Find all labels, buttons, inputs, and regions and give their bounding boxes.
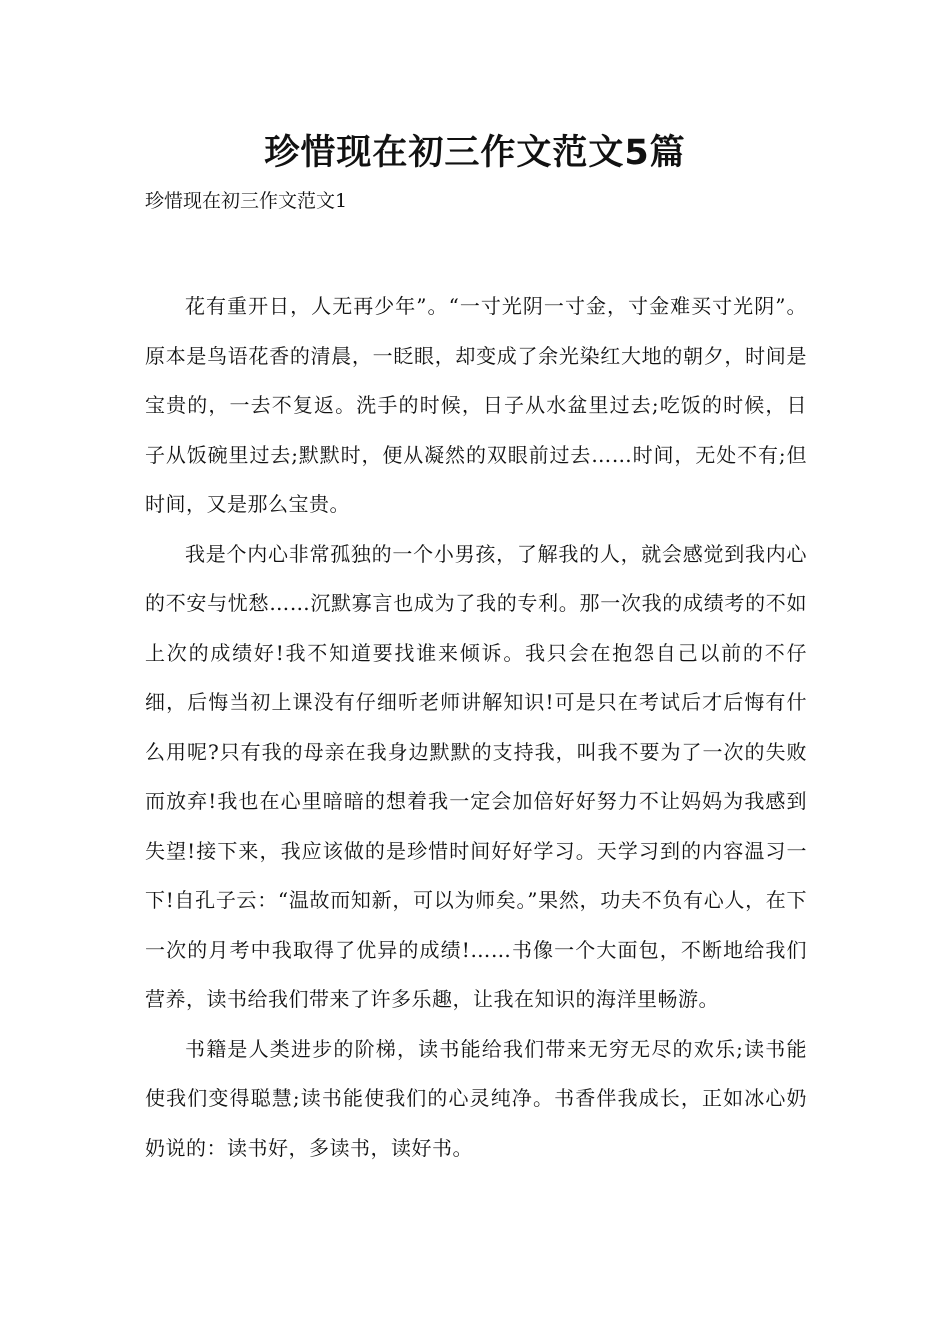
document-body: [145, 282, 807, 1173]
body-paragraph: 花有重开日，人无再少年”。“一寸光阴一寸金，寸金难买寸光阴”。原本是鸟语花香的清晨，一眨眼，却变成了余光染红大地的朝夕，时间是宝贵的，一去不复返。洗手的时候，日子从水盆里过去;吃饭的时候，日子从饭碗里过去;默默时，便从凝然的双眼前过去……时间，无处不有;但时间，又是那么宝贵。: [145, 294, 807, 516]
body-paragraph: 书籍是人类进步的阶梯，读书能给我们带来无穷无尽的欢乐;读书能使我们变得聪慧;读书能使我们的心灵纯净。书香伴我成长，正如冰心奶奶说的：读书好，多读书，读好书。: [145, 1036, 807, 1160]
document-subtitle: 珍惜现在初三作文范文1: [145, 190, 348, 212]
body-paragraph: 我是个内心非常孤独的一个小男孩，了解我的人，就会感觉到我内心的不安与忧愁……沉默寡言也成为了我的专利。那一次我的成绩考的不如上次的成绩好!我不知道要找谁来倾诉。我只会在抱怨自己以前的不仔细，后悔当初上课没有仔细听老师讲解知识!可是只在考试后才后悔有什么用呢?只有我的母亲在我身边默默的支持我，叫我不要为了一次的失败而放弃!我也在心里暗暗的想着我一定会加倍好好努力不让妈妈为我感到失望!接下来，我应该做的是珍惜时间好好学习。天学习到的内容温习一下!自孔子云：“温故而知新，可以为师矣。”果然，功夫不负有心人，在下一次的月考中我取得了优异的成绩!……书像一个大面包，不断地给我们营养，读书给我们带来了许多乐趣，让我在知识的海洋里畅游。: [145, 541, 807, 1011]
document-title: 珍惜现在初三作文范文5篇: [264, 133, 686, 173]
